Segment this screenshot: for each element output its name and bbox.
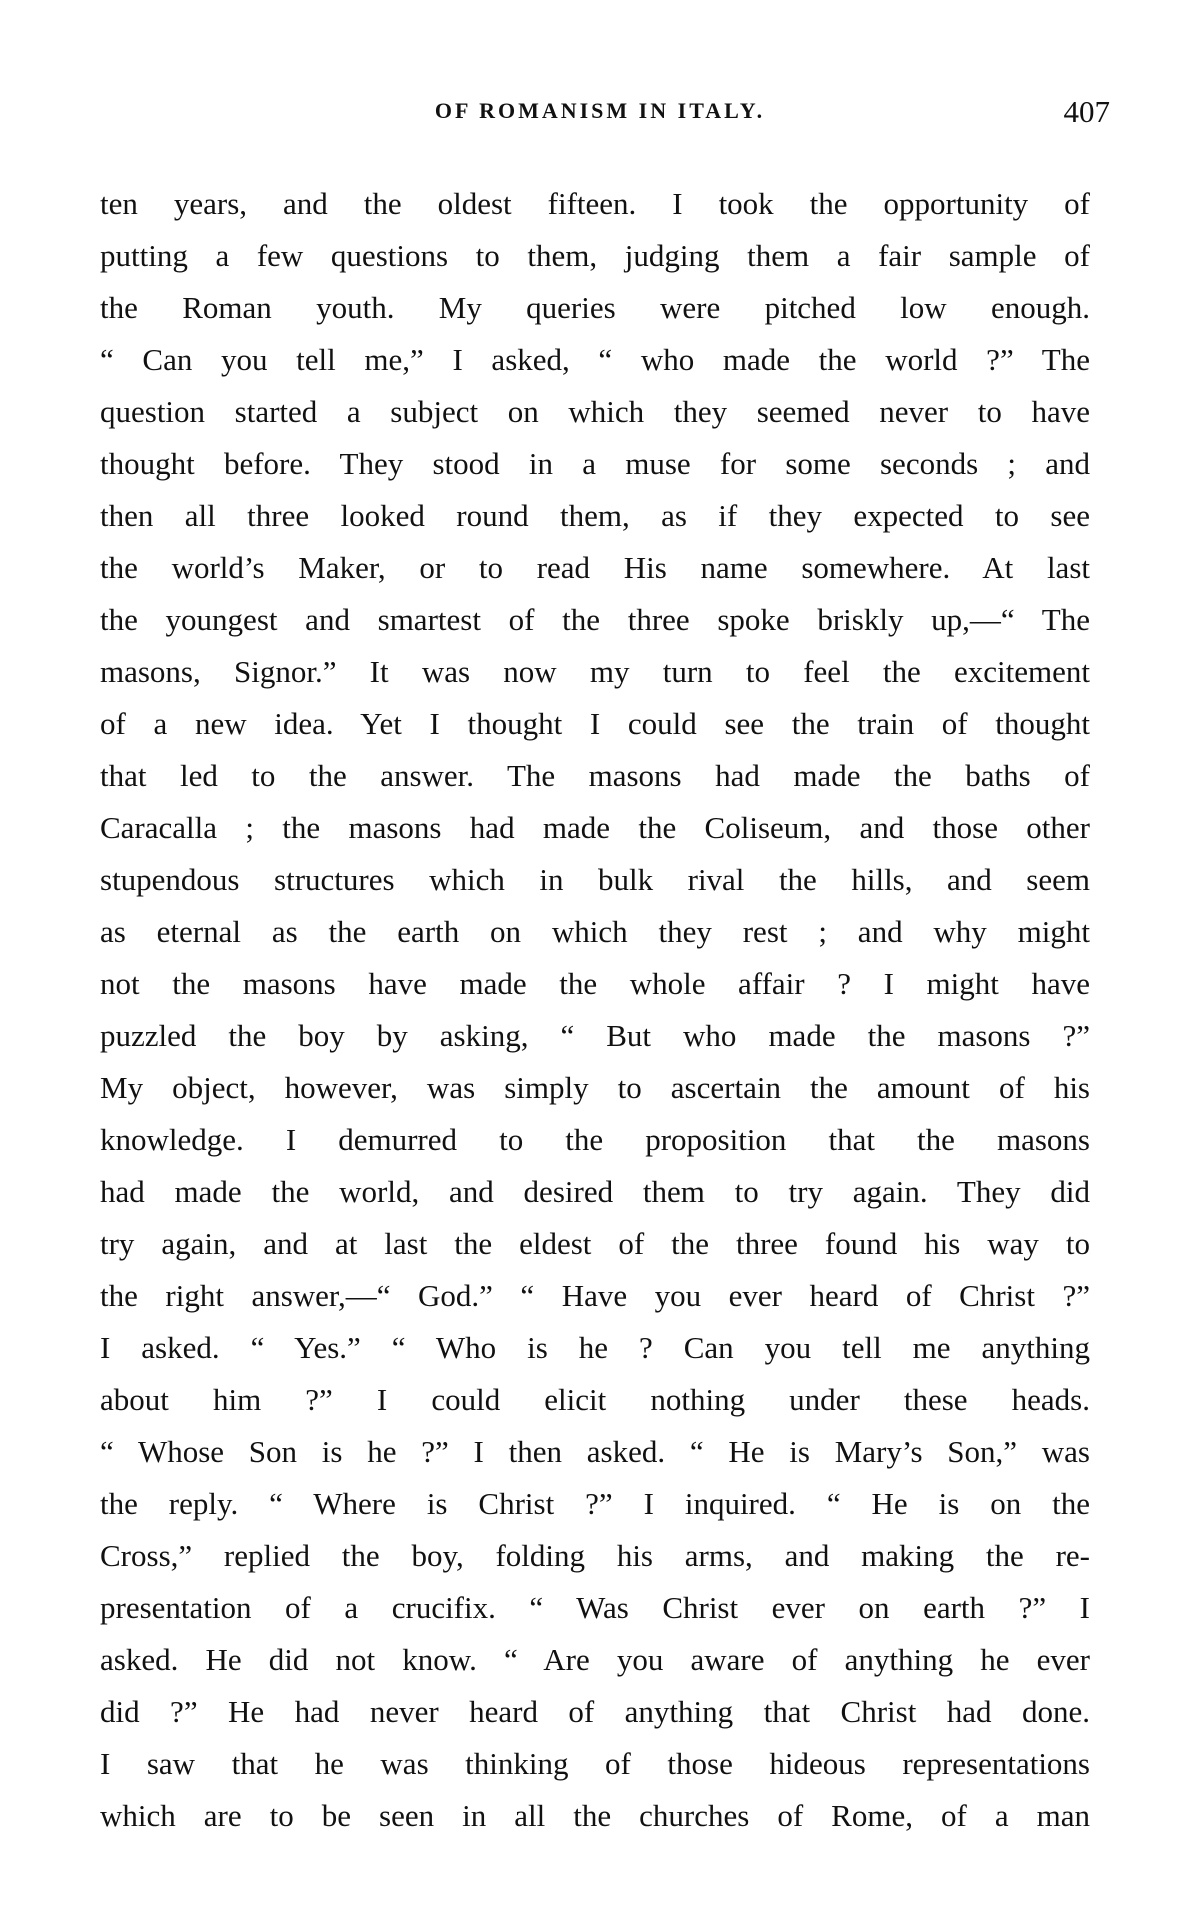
text-line: thought before. They stood in a muse for some seconds ; and bbox=[100, 446, 1090, 481]
text-line: Cross,” replied the boy, folding his arms, and making the re- bbox=[100, 1538, 1090, 1573]
text-line: I saw that he was thinking of those hideous representations bbox=[100, 1746, 1090, 1781]
text-line: of a new idea. Yet I thought I could see the train of thought bbox=[100, 706, 1090, 741]
text-line: that led to the answer. The masons had made the baths of bbox=[100, 758, 1090, 793]
text-line: the right answer,—“ God.” “ Have you ever heard of Christ ?” bbox=[100, 1278, 1090, 1313]
text-line: knowledge. I demurred to the proposition that the masons bbox=[100, 1122, 1090, 1157]
text-line: not the masons have made the whole affair ? I might have bbox=[100, 966, 1090, 1001]
text-line: try again, and at last the eldest of the three found his way to bbox=[100, 1226, 1090, 1261]
text-line: as eternal as the earth on which they rest ; and why might bbox=[100, 914, 1090, 949]
running-head bbox=[100, 94, 1110, 136]
text-line: I asked. “ Yes.” “ Who is he ? Can you tell me anything bbox=[100, 1330, 1090, 1365]
text-line: the Roman youth. My queries were pitched low enough. bbox=[100, 290, 1090, 325]
text-line: presentation of a crucifix. “ Was Christ ever on earth ?” I bbox=[100, 1590, 1090, 1625]
text-line: the world’s Maker, or to read His name somewhere. At last bbox=[100, 550, 1090, 585]
text-line: masons, Signor.” It was now my turn to feel the excitement bbox=[100, 654, 1090, 689]
running-title: OF ROMANISM IN ITALY. bbox=[434, 98, 766, 123]
text-line: did ?” He had never heard of anything that Christ had done. bbox=[100, 1694, 1090, 1729]
text-line: the reply. “ Where is Christ ?” I inquired. “ He is on the bbox=[100, 1486, 1090, 1521]
text-line: stupendous structures which in bulk rival the hills, and seem bbox=[100, 862, 1090, 897]
text-line: asked. He did not know. “ Are you aware of anything he ever bbox=[100, 1642, 1090, 1677]
text-line: Caracalla ; the masons had made the Coliseum, and those other bbox=[100, 810, 1090, 845]
text-line: puzzled the boy by asking, “ But who made the masons ?” bbox=[100, 1018, 1090, 1053]
text-line: “ Can you tell me,” I asked, “ who made the world ?” The bbox=[100, 342, 1090, 377]
text-line: ten years, and the oldest fifteen. I took the opportunity of bbox=[100, 186, 1090, 221]
text-line: putting a few questions to them, judging them a fair sample of bbox=[100, 238, 1090, 273]
text-line: “ Whose Son is he ?” I then asked. “ He is Mary’s Son,” was bbox=[100, 1434, 1090, 1469]
text-line: the youngest and smartest of the three spoke briskly up,—“ The bbox=[100, 602, 1090, 637]
text-line: question started a subject on which they seemed never to have bbox=[100, 394, 1090, 429]
text-line: had made the world, and desired them to try again. They did bbox=[100, 1174, 1090, 1209]
text-line: about him ?” I could elicit nothing under these heads. bbox=[100, 1382, 1090, 1417]
body-text bbox=[100, 178, 1090, 1842]
page-number: 407 bbox=[1063, 94, 1110, 129]
text-line: which are to be seen in all the churches of Rome, of a man bbox=[100, 1798, 1090, 1833]
text-line: then all three looked round them, as if they expected to see bbox=[100, 498, 1090, 533]
text-line: My object, however, was simply to ascertain the amount of his bbox=[100, 1070, 1090, 1105]
